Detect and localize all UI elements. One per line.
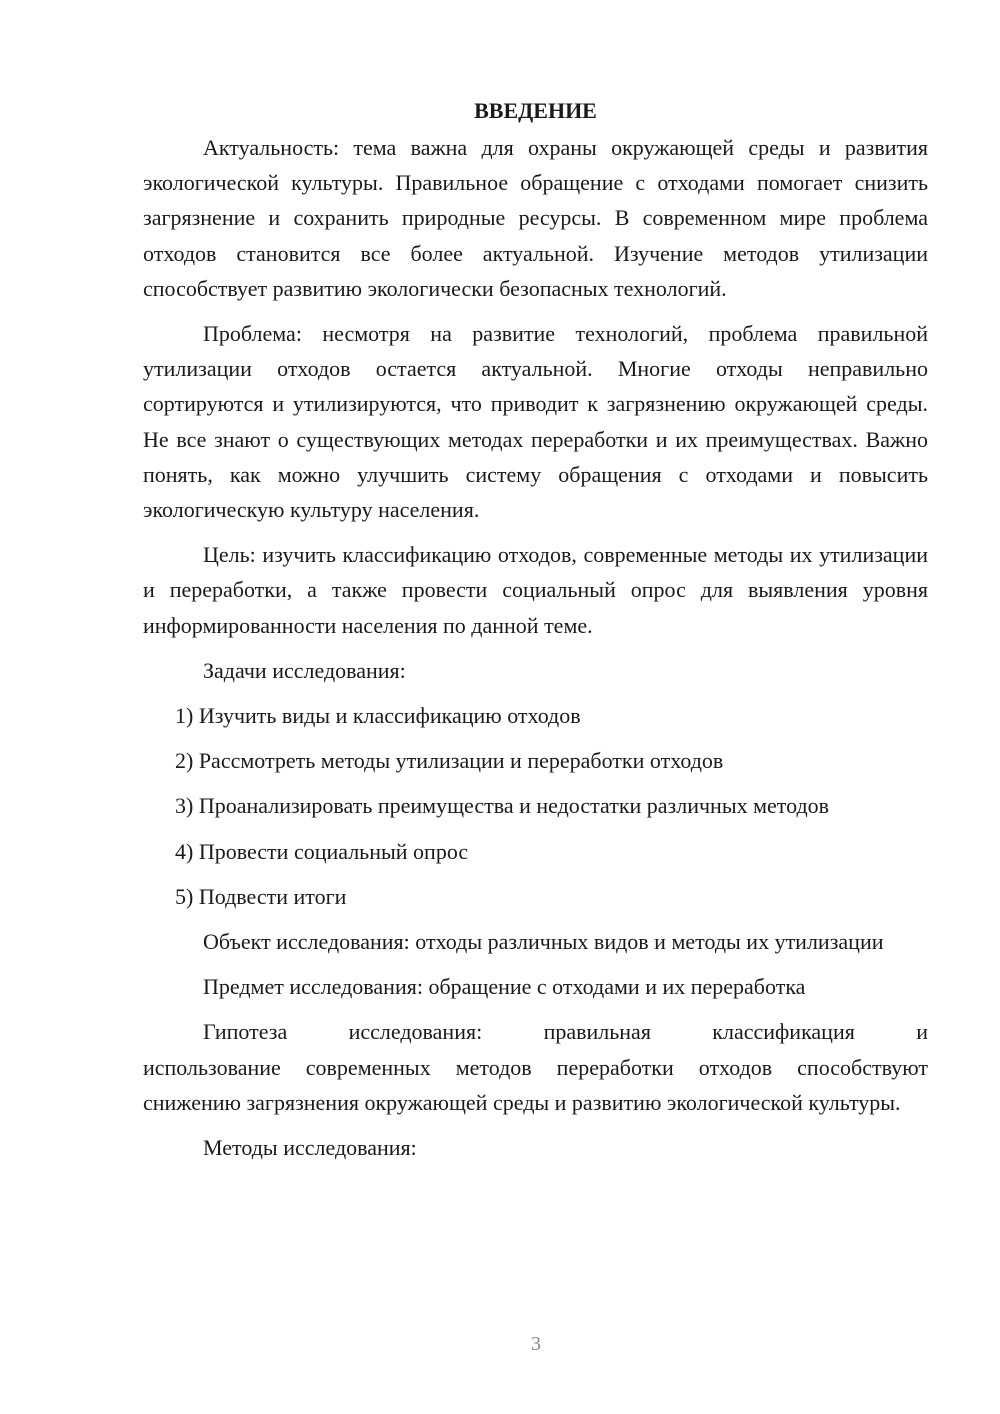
task-item-2: 2) Рассмотреть методы утилизации и переработки отходов (175, 748, 724, 774)
task-item-4: 4) Провести социальный опрос (175, 838, 469, 864)
research-object-paragraph: Объект исследования: отходы различных видов и методы их утилизации (203, 929, 884, 955)
document-page (143, 96, 928, 1175)
task-item-1: 1) Изучить виды и классификацию отходов (175, 703, 581, 729)
relevance-paragraph: Актуальность: тема важна для охраны окружающей среды и развития экологической культуры. Правильное обращение с отходами помогает снизить загрязнение и сохранить природные ресурсы. В современном мире проблема отходов становится все более актуальной. Изучение методов утилизации способствует развитию экологически безопасных технологий. (143, 135, 928, 301)
goal-paragraph: Цель: изучить классификацию отходов, современные методы их утилизации и переработки, а также провести социальный опрос для выявления уровня информированности населения по данной теме. (143, 542, 928, 638)
problem-paragraph: Проблема: несмотря на развитие технологий, проблема правильной утилизации отходов остается актуальной. Многие отходы неправильно сортируются и утилизируются, что приводит к загрязнению окружающей среды. Не все знают о существующих методах переработки и их преимуществах. Важно понять, как можно улучшить систему обращения с отходами и повысить экологическую культуру населения. (143, 321, 928, 523)
tasks-heading: Задачи исследования: (203, 657, 406, 683)
page-number: 3 (531, 1333, 541, 1355)
task-item-5: 5) Подвести итоги (175, 883, 347, 909)
hypothesis-rest: использование современных методов переработки отходов способствуют снижению загрязнения окружающей среды и развитию экологической культуры. (143, 1054, 928, 1115)
research-subject-paragraph: Предмет исследования: обращение с отходами и их переработка (203, 974, 806, 1000)
methods-heading: Методы исследования: (203, 1135, 417, 1161)
hypothesis-first-line: Гипотеза исследования: правильная классификация и (203, 1019, 928, 1045)
page-title: ВВЕДЕНИЕ (474, 98, 597, 123)
hypothesis-paragraph (143, 1014, 928, 1120)
task-item-3: 3) Проанализировать преимущества и недостатки различных методов (175, 793, 830, 819)
